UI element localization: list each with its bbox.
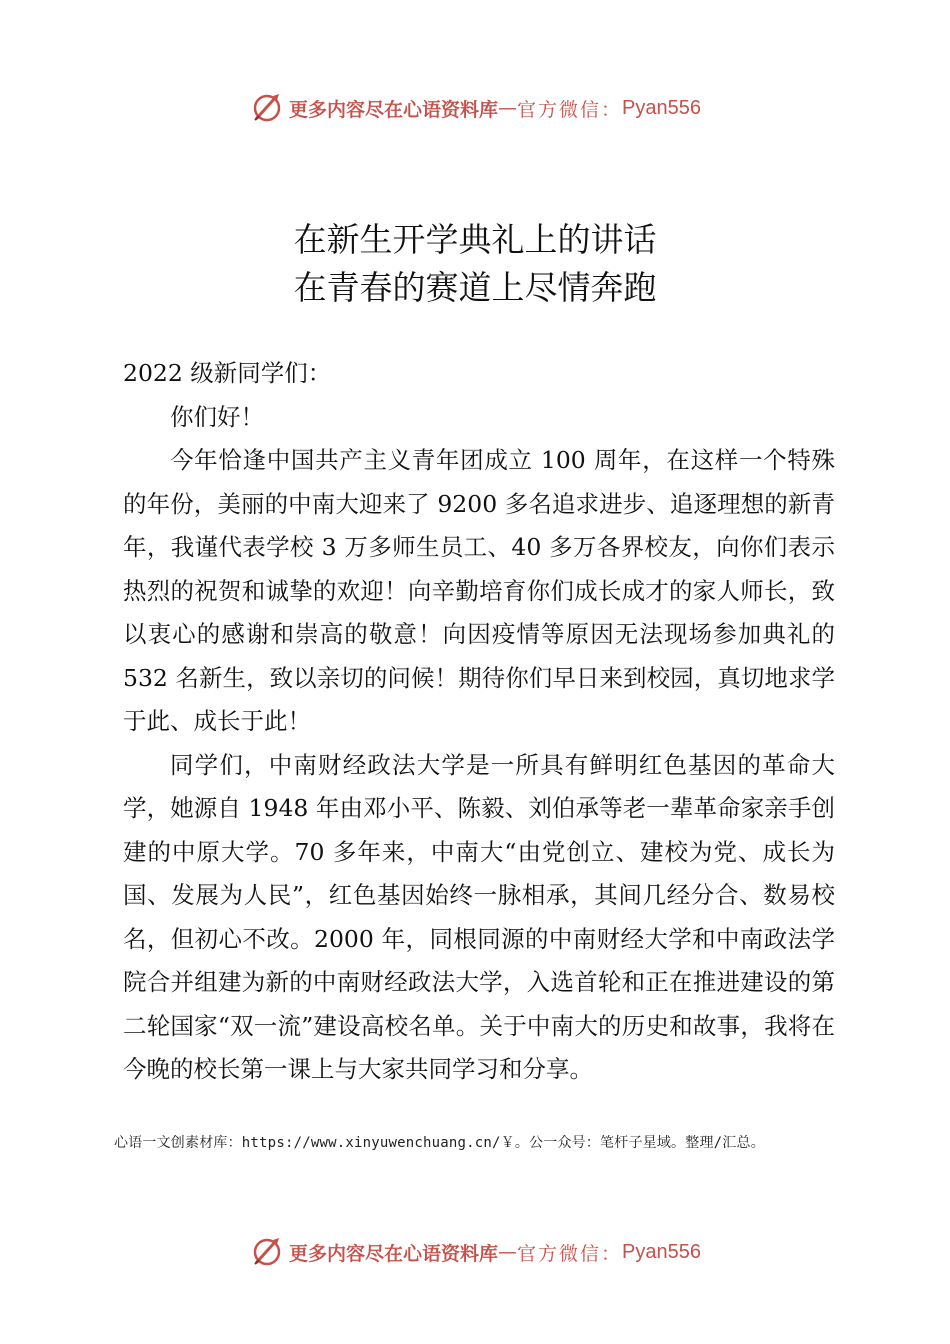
- document-title: 在新生开学典礼上的讲话: [293, 220, 657, 259]
- salutation: 2022 级新同学们：: [123, 359, 332, 387]
- banner-wechat-label: 官方微信：: [517, 1242, 623, 1265]
- banner-text: 更多内容尽在心语资料库: [289, 98, 499, 121]
- banner-text: 更多内容尽在心语资料库: [289, 1242, 499, 1265]
- document-body: [123, 352, 835, 1092]
- source-note: 心语一文创素材库：https://www.xinyuwenchuang.cn/￥。公一众号：笔杆子星域。整理/汇总。: [114, 1135, 765, 1151]
- greeting: 你们好！: [170, 402, 264, 431]
- banner-dash: —: [498, 1241, 518, 1263]
- banner-dash: —: [498, 97, 518, 119]
- paragraph-2: 同学们，中南财经政法大学是一所具有鲜明红色基因的革命大学，她源自 1948 年由邓小平、陈毅、刘伯承等老一辈革命家亲手创建的中原大学。70 多年来，中南大“由党创立、建校为党、成长为国、发展为人民”，红色基因始终一脉相承，其间几经分合、数易校名，但初心不改。2000 年，同根同源的中南财经大学和中南政法学院合并组建为新的中南财经政法大学，入选首轮和正在推进建设的第二轮国家“双一流”建设高校名单。关于中南大的历史和故事，我将在今晚的校长第一课上与大家共同学习和分享。: [123, 750, 835, 1083]
- header-banner: [0, 88, 950, 128]
- footer-banner: [0, 1232, 950, 1272]
- banner-wechat-id: Pyan556: [622, 96, 701, 119]
- document-subtitle: 在青春的赛道上尽情奔跑: [293, 268, 657, 307]
- paragraph-1: 今年恰逢中国共产主义青年团成立 100 周年，在这样一个特殊的年份，美丽的中南大迎来了 9200 多名追求进步、追逐理想的新青年，我谨代表学校 3 万多师生员工、40 多万各界校友，向你们表示热烈的祝贺和诚挚的欢迎！向辛勤培育你们成长成才的家人师长，致以衷心的感谢和崇高的敬意！向因疫情等原因无法现场参加典礼的 532 名新生，致以亲切的问候！期待你们早日来到校园，真切地求学于此、成长于此！: [123, 446, 835, 735]
- pen-logo-icon: [249, 1234, 285, 1270]
- banner-wechat-id: Pyan556: [622, 1240, 701, 1263]
- banner-wechat-label: 官方微信：: [517, 98, 623, 121]
- pen-logo-icon: [249, 90, 285, 126]
